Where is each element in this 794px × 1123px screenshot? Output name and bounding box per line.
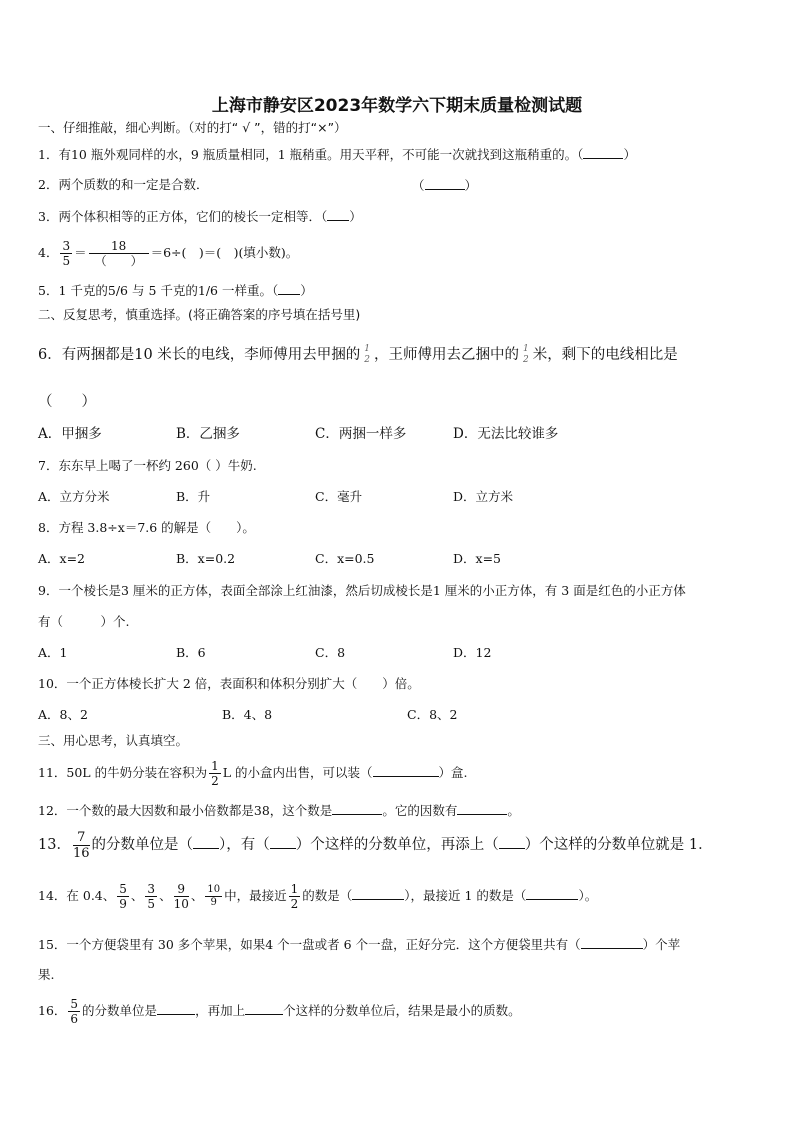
answer-blank[interactable]	[332, 802, 382, 815]
q9-option-d[interactable]: D．12	[453, 645, 492, 660]
question-2-answer: （ ）	[412, 178, 478, 193]
fraction: $\frac{3}{5}$	[62, 239, 71, 268]
question-9-line-2: 有（ ）个.	[38, 614, 130, 629]
fraction: $\frac{7}{16}$	[72, 829, 90, 861]
section-heading-judgement: 一、仔细推敲，细心判断。（对的打“ √ ”，错的打“×”）	[38, 120, 347, 135]
fraction: $\frac{18}{( )}$	[89, 240, 149, 267]
answer-blank[interactable]	[193, 836, 219, 849]
question-13: 13． $\frac{7}{16}$ 的分数单位是（ ），有（ ）个这样的分数单位，再添上（ ）个这样的分数单位就是 1．	[38, 829, 713, 861]
answer-blank[interactable]	[583, 146, 623, 159]
q8-option-d[interactable]: D．x=5	[453, 551, 501, 566]
question-15-line-1: 15．一个方便袋里有 30 多个苹果，如果4 个一盘或者 6 个一盘，正好分完．这个方便袋里共有（ ）个苹	[38, 937, 681, 952]
q6-option-c[interactable]: C．两捆一样多	[315, 426, 407, 442]
question-3-text: 3．两个体积相等的正方体，它们的棱长一定相等．（	[38, 209, 328, 224]
q10-option-b[interactable]: B．4、8	[222, 707, 273, 722]
question-2	[38, 177, 208, 193]
q9-option-c[interactable]: C．8	[315, 645, 346, 660]
question-2-text: 2．两个质数的和一定是合数．	[38, 177, 209, 192]
question-5-text: 5．1 千克的5/6 与 5 千克的1/6 一样重。（	[38, 283, 279, 298]
fraction: $\frac{1}{2}$	[290, 882, 299, 911]
question-14: 14．在 0.4、 $\frac{5}{9}$ 、 $\frac{3}{5}$ 、 $\frac{9}{10}$ 、 $\frac{10}{9}$ 中，最接近 $\frac{1}{2}$ 的数是（ ），最接近 1 的数是（ ）。	[38, 882, 598, 911]
fraction: $\frac{10}{9}$	[207, 884, 221, 908]
question-15-line-2: 果.	[38, 967, 55, 982]
answer-blank[interactable]	[352, 887, 404, 900]
question-16: 16． $\frac{5}{6}$ 的分数单位是 ，再加上 个这样的分数单位后，结果是最小的质数。	[38, 997, 521, 1026]
fraction: 1 2	[523, 344, 529, 365]
q10-option-c[interactable]: C．8、2	[407, 707, 458, 722]
q6-option-b[interactable]: B．乙捆多	[176, 426, 240, 442]
question-12: 12．一个数的最大因数和最小倍数都是38，这个数是 。它的因数有 。	[38, 803, 520, 818]
question-3: 3．两个体积相等的正方体，它们的棱长一定相等．（ ）	[38, 209, 362, 224]
q9-option-b[interactable]: B．6	[176, 645, 206, 660]
fraction: $\frac{5}{6}$	[70, 997, 79, 1026]
q8-option-b[interactable]: B．x=0.2	[176, 551, 236, 566]
answer-blank[interactable]	[245, 1002, 283, 1015]
section-heading-choice: 二、反复思考，慎重选择。(将正确答案的序号填在括号里)	[38, 307, 361, 322]
q7-option-d[interactable]: D．立方米	[453, 489, 514, 504]
q6-option-a[interactable]: A．甲捆多	[38, 426, 102, 442]
question-8: 8．方程 3.8÷x＝7.6 的解是（ ）。	[38, 520, 255, 535]
fraction: 1 2	[364, 344, 371, 365]
answer-blank[interactable]	[526, 887, 578, 900]
answer-blank[interactable]	[373, 764, 439, 777]
question-1: 1．有10 瓶外观同样的水，9 瓶质量相同，1 瓶稍重。用天平秤，不可能一次就找到这瓶稍重的。（ ）	[38, 147, 636, 162]
question-4: 4． $\frac{3}{5}$ ＝ $\frac{18}{( )}$ ＝6÷( )＝( )(填小数)。	[38, 239, 299, 268]
question-9-line-1: 9．一个棱长是3 厘米的正方体，表面全部涂上红油漆，然后切成棱长是1 厘米的小正方体，有 3 面是红色的小正方体	[38, 583, 686, 598]
question-1-text: 1．有10 瓶外观同样的水，9 瓶质量相同，1 瓶稍重。用天平秤，不可能一次就找到这瓶稍重的。（	[38, 147, 584, 162]
question-6: 6．有两捆都是10 米长的电线，李师傅用去甲捆的 1 2 ，王师傅用去乙捆中的 1 2 米，剩下的电线相比是	[38, 344, 678, 365]
question-5: 5．1 千克的5/6 与 5 千克的1/6 一样重。（ ）	[38, 283, 313, 298]
answer-blank[interactable]	[157, 1002, 195, 1015]
page-title: 上海市静安区2023年数学六下期末质量检测试题	[211, 96, 583, 116]
answer-blank[interactable]	[581, 936, 643, 949]
q6-option-d[interactable]: D．无法比较谁多	[453, 426, 559, 442]
question-11: 11．50L 的牛奶分装在容积为 $\frac{1}{2}$ L 的小盒内出售，可以装（ ）盒.	[38, 759, 468, 788]
fraction: $\frac{5}{9}$	[119, 882, 127, 911]
q10-option-a[interactable]: A．8、2	[38, 707, 88, 722]
question-7: 7．东东早上喝了一杯约 260（ ）牛奶.	[38, 458, 257, 473]
question-6-paren: （ ）	[38, 394, 96, 410]
q8-option-a[interactable]: A．x=2	[38, 551, 86, 566]
q7-option-b[interactable]: B．升	[176, 489, 211, 504]
answer-blank[interactable]	[270, 836, 296, 849]
fraction: $\frac{3}{5}$	[147, 882, 156, 911]
answer-blank[interactable]	[327, 208, 349, 221]
answer-blank[interactable]	[425, 177, 465, 190]
answer-blank[interactable]	[499, 836, 525, 849]
fraction: $\frac{1}{2}$	[211, 759, 219, 788]
section-heading-fill: 三、用心思考，认真填空。	[38, 733, 189, 748]
q9-option-a[interactable]: A．1	[38, 645, 68, 660]
fraction: $\frac{9}{10}$	[173, 882, 189, 911]
question-10: 10．一个正方体棱长扩大 2 倍，表面积和体积分别扩大（ ）倍。	[38, 676, 420, 691]
answer-blank[interactable]	[457, 802, 507, 815]
q7-option-a[interactable]: A．立方分米	[38, 489, 110, 504]
q8-option-c[interactable]: C．x=0.5	[315, 551, 375, 566]
q7-option-c[interactable]: C．毫升	[315, 489, 363, 504]
answer-blank[interactable]	[278, 282, 300, 295]
